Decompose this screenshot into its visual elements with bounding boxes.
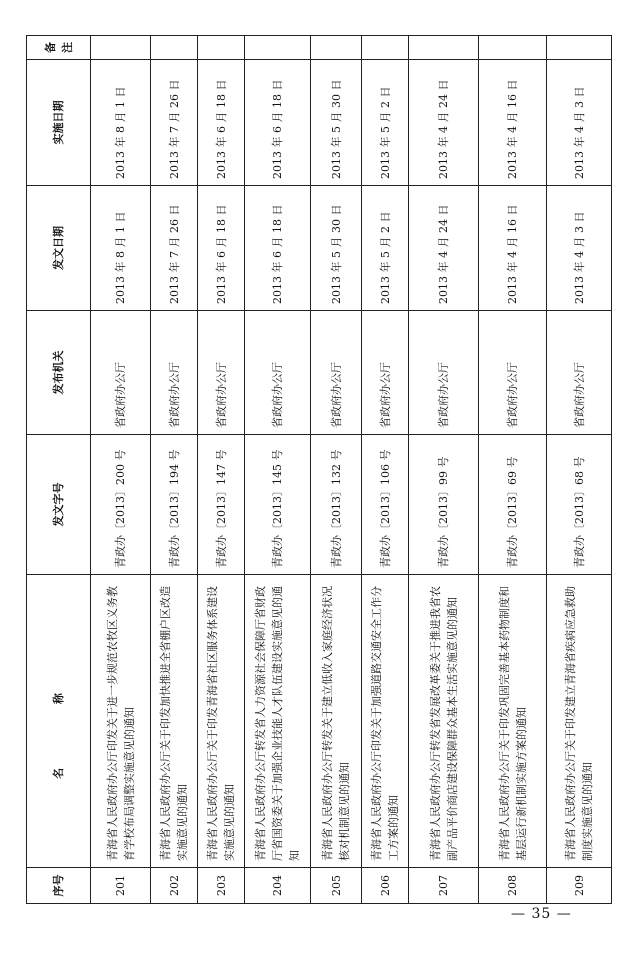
cell-doc-number: 青政办〔2013〕106 号 [362, 435, 409, 575]
cell-doc-number: 青政办〔2013〕147 号 [198, 435, 245, 575]
header-issuer: 发布机关 [27, 311, 91, 435]
header-doc-number: 发文字号 [27, 435, 91, 575]
header-issue-date: 发文日期 [27, 186, 91, 311]
cell-issue-date: 2013 年 6 月 18 日 [245, 186, 311, 311]
cell-doc-number: 青政办〔2013〕99 号 [409, 435, 479, 575]
cell-note [151, 36, 198, 60]
cell-doc-number: 青政办〔2013〕132 号 [311, 435, 362, 575]
cell-note [409, 36, 479, 60]
cell-issuer: 省政府办公厅 [362, 311, 409, 435]
cell-issuer: 省政府办公厅 [409, 311, 479, 435]
cell-note [479, 36, 547, 60]
cell-doc-number: 青政办〔2013〕68 号 [547, 435, 612, 575]
cell-seq: 204 [245, 868, 311, 904]
cell-effective-date: 2013 年 6 月 18 日 [198, 60, 245, 186]
cell-effective-date: 2013 年 5 月 2 日 [362, 60, 409, 186]
header-name: 名 称 [27, 575, 91, 868]
table-row [311, 36, 362, 904]
cell-name: 青海省人民政府办公厅关于印发加快推进全省棚户区改造实施意见的通知 [151, 575, 198, 868]
cell-seq: 208 [479, 868, 547, 904]
cell-seq: 202 [151, 868, 198, 904]
cell-issuer: 省政府办公厅 [479, 311, 547, 435]
cell-issue-date: 2013 年 7 月 26 日 [151, 186, 198, 311]
cell-issuer: 省政府办公厅 [547, 311, 612, 435]
cell-doc-number: 青政办〔2013〕194 号 [151, 435, 198, 575]
cell-seq: 201 [91, 868, 151, 904]
cell-seq: 209 [547, 868, 612, 904]
regulations-table [26, 35, 612, 904]
cell-issuer: 省政府办公厅 [245, 311, 311, 435]
cell-name: 青海省人民政府办公厅转发省人力资源社会保障厅省财政厅省国资委关于加强企业技能人才队伍建设实施意见的通知 [245, 575, 311, 868]
cell-note [91, 36, 151, 60]
table-row [198, 36, 245, 904]
table-row [151, 36, 198, 904]
cell-effective-date: 2013 年 4 月 3 日 [547, 60, 612, 186]
table-row [409, 36, 479, 904]
cell-issue-date: 2013 年 4 月 3 日 [547, 186, 612, 311]
cell-effective-date: 2013 年 4 月 24 日 [409, 60, 479, 186]
cell-effective-date: 2013 年 4 月 16 日 [479, 60, 547, 186]
cell-name: 青海省人民政府办公厅印发关于进一步规范农牧区义务教育学校布局调整实施意见的通知 [91, 575, 151, 868]
cell-effective-date: 2013 年 6 月 18 日 [245, 60, 311, 186]
cell-name: 青海省人民政府办公厅转发关于建立低收入家庭经济状况核对机制意见的通知 [311, 575, 362, 868]
cell-effective-date: 2013 年 7 月 26 日 [151, 60, 198, 186]
header-seq: 序号 [27, 868, 91, 904]
cell-note [311, 36, 362, 60]
cell-seq: 207 [409, 868, 479, 904]
table-row [362, 36, 409, 904]
cell-issuer: 省政府办公厅 [91, 311, 151, 435]
header-row [27, 36, 91, 904]
cell-issue-date: 2013 年 5 月 30 日 [311, 186, 362, 311]
rotated-table-container [26, 36, 594, 904]
cell-note [362, 36, 409, 60]
cell-seq: 206 [362, 868, 409, 904]
page-number: — 35 — [511, 906, 572, 922]
cell-issue-date: 2013 年 4 月 16 日 [479, 186, 547, 311]
cell-issue-date: 2013 年 4 月 24 日 [409, 186, 479, 311]
table-row [91, 36, 151, 904]
cell-effective-date: 2013 年 5 月 30 日 [311, 60, 362, 186]
header-effective-date: 实施日期 [27, 60, 91, 186]
cell-doc-number: 青政办〔2013〕69 号 [479, 435, 547, 575]
cell-note [198, 36, 245, 60]
cell-seq: 203 [198, 868, 245, 904]
cell-doc-number: 青政办〔2013〕145 号 [245, 435, 311, 575]
table-row [479, 36, 547, 904]
cell-note [547, 36, 612, 60]
cell-name: 青海省人民政府办公厅关于印发建立青海省疾病应急救助制度实施意见的通知 [547, 575, 612, 868]
cell-issuer: 省政府办公厅 [151, 311, 198, 435]
cell-issuer: 省政府办公厅 [311, 311, 362, 435]
cell-note [245, 36, 311, 60]
cell-issue-date: 2013 年 6 月 18 日 [198, 186, 245, 311]
table-row [547, 36, 612, 904]
cell-name: 青海省人民政府办公厅印发关于加强道路交通安全工作分工方案的通知 [362, 575, 409, 868]
cell-effective-date: 2013 年 8 月 1 日 [91, 60, 151, 186]
cell-name: 青海省人民政府办公厅转发省发展改革委关于推进我省农副产品平价商店建设保障群众基本生活实施意见的通知 [409, 575, 479, 868]
cell-seq: 205 [311, 868, 362, 904]
cell-issue-date: 2013 年 8 月 1 日 [91, 186, 151, 311]
cell-issue-date: 2013 年 5 月 2 日 [362, 186, 409, 311]
header-note: 备注 [27, 36, 91, 60]
cell-name: 青海省人民政府办公厅关于印发青海省社区服务体系建设实施意见的通知 [198, 575, 245, 868]
cell-issuer: 省政府办公厅 [198, 311, 245, 435]
table-row [245, 36, 311, 904]
cell-name: 青海省人民政府办公厅关于印发巩固完善基本药物制度和基层运行新机制实施方案的通知 [479, 575, 547, 868]
cell-doc-number: 青政办〔2013〕200 号 [91, 435, 151, 575]
